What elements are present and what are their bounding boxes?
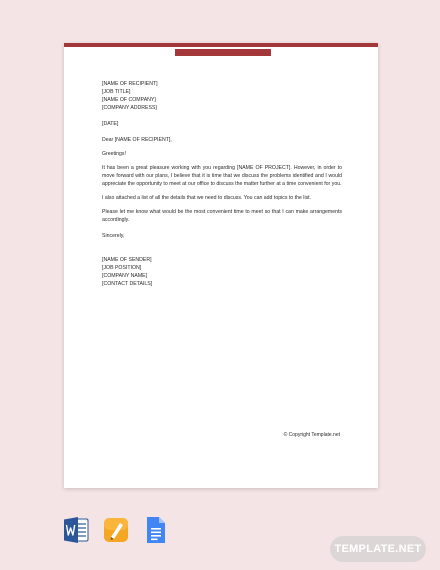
sender-contact: [CONTACT DETAILS] [102,281,153,287]
paragraph-3: Please let me know what would be the most convenient time to meet so that I can make arrangements accordingly. [102,209,342,223]
sender-job-position: [JOB POSITION] [102,265,142,271]
letter-page [64,43,378,488]
closing: Sincerely, [102,233,125,239]
recipient-name: [NAME OF RECIPIENT] [102,81,158,87]
template-net-badge[interactable]: TEMPLATE.NET [330,536,426,562]
recipient-company: [NAME OF COMPANY] [102,97,156,103]
letter-body [102,80,342,288]
pages-icon[interactable] [103,516,129,544]
word-icon[interactable] [63,516,89,544]
header-accent-tab [175,47,271,56]
copyright-notice: © Copyright Template.net [283,432,340,438]
letter-date: [DATE] [102,121,119,127]
sender-block [102,256,342,288]
recipient-address: [COMPANY ADDRESS] [102,105,157,111]
salutation: Dear [NAME OF RECIPIENT], [102,137,172,143]
sender-name: [NAME OF SENDER] [102,257,152,263]
greeting: Greetings! [102,151,126,157]
recipient-block [102,80,342,112]
google-docs-icon[interactable] [145,516,167,544]
paragraph-1: It has been a great pleasure working with you regarding [NAME OF PROJECT]. However, in order to move forward with our plans, I believe that it is time that we discuss the problems identified and I would appreciate the opportunity to meet at our office to discuss the matter further at a time convenient for you. [102,165,342,187]
paragraph-2: I also attached a list of all the details that we need to discuss. You can add topics to the list. [102,195,312,201]
sender-company: [COMPANY NAME] [102,273,148,279]
recipient-job-title: [JOB TITLE] [102,89,131,95]
